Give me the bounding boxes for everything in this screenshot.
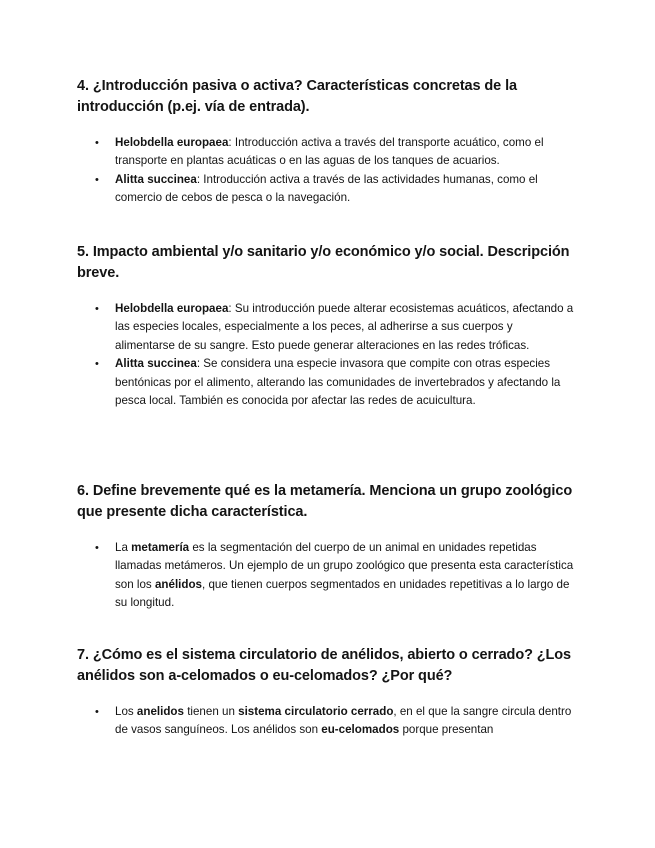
item-text: La: [115, 541, 132, 554]
section-7-heading: 7. ¿Cómo es el sistema circulatorio de anélidos, abierto o cerrado? ¿Los anélidos son a-celomados o eu-celomados? ¿Por qué?: [77, 647, 571, 684]
list-item: [77, 355, 575, 410]
section-7-list: [77, 703, 587, 740]
list-item: [77, 703, 575, 740]
bullet-icon: •: [95, 173, 99, 186]
item-text: es la segmentación del cuerpo de un animal en unidades repetidas llamadas metámeros. Un ejemplo de un grupo zoológico que presenta esta característica son los: [115, 541, 574, 591]
section-4-list: [77, 134, 587, 208]
section-4: [77, 76, 587, 208]
item-text: : Introducción activa a través de las actividades humanas, como el comercio de cebos de pesca o la navegación.: [115, 172, 538, 205]
item-text: tienen un: [183, 705, 239, 718]
item-text: : Se considera una especie invasora que compite con otras especies bentónicas por el alimento, alterando las comunidades de invertebrados y afectando la pesca local. También es conocida por afectar las redes de acuicultura.: [115, 357, 561, 408]
bullet-icon: •: [95, 303, 99, 315]
item-text: , que tienen cuerpos segmentados en unidades repetitivas a lo largo de su longitud.: [115, 577, 570, 610]
bullet-icon: •: [95, 542, 99, 554]
section-6: [77, 481, 587, 613]
item-text: : Su introducción puede alterar ecosistemas acuáticos, afectando a las especies locales, especialmente a los peces, al adherirse a sus cuerpos y alimentarse de su sangre. Esto puede generar alteraciones en las redes tróficas.: [115, 302, 574, 352]
bullet-icon: •: [95, 137, 99, 149]
section-4-heading: 4. ¿Introducción pasiva o activa? Características concretas de la introducción (p.ej. vía de entrada).: [77, 78, 517, 115]
species-name: Helobdella europaea: [115, 136, 229, 149]
term-circulatory-system: sistema circulatorio cerrado: [238, 705, 394, 718]
term-anelidos: anelidos: [136, 705, 184, 718]
list-item: [77, 134, 575, 171]
species-name: Alitta succinea: [115, 172, 197, 186]
list-item: [77, 300, 575, 355]
term-eu-celomados: eu-celomados: [321, 723, 400, 737]
bullet-icon: •: [95, 358, 99, 371]
section-5-list: [77, 300, 587, 410]
section-6-heading: 6. Define brevemente qué es la metamería. Menciona un grupo zoológico que presente dicha característica.: [77, 483, 573, 520]
list-item: [77, 171, 575, 208]
species-name: Alitta succinea: [115, 357, 197, 371]
item-text: , en el que la sangre circula dentro de vasos sanguíneos. Los anélidos son: [115, 705, 572, 737]
section-5-heading: 5. Impacto ambiental y/o sanitario y/o económico y/o social. Descripción breve.: [77, 244, 570, 281]
bullet-icon: •: [95, 706, 99, 718]
term-anelidos: anélidos: [154, 577, 203, 591]
section-7: [77, 645, 587, 740]
term-metameria: metamería: [131, 541, 190, 554]
list-item: [77, 539, 575, 613]
species-name: Helobdella europaea: [115, 302, 229, 315]
item-text: : Introducción activa a través del transporte acuático, como el transporte en plantas acuáticas o en las aguas de los tanques de acuarios.: [115, 136, 544, 168]
section-5: [77, 242, 587, 410]
section-6-list: [77, 539, 587, 613]
item-text: Los: [115, 705, 137, 718]
item-text: porque presentan: [399, 723, 494, 737]
